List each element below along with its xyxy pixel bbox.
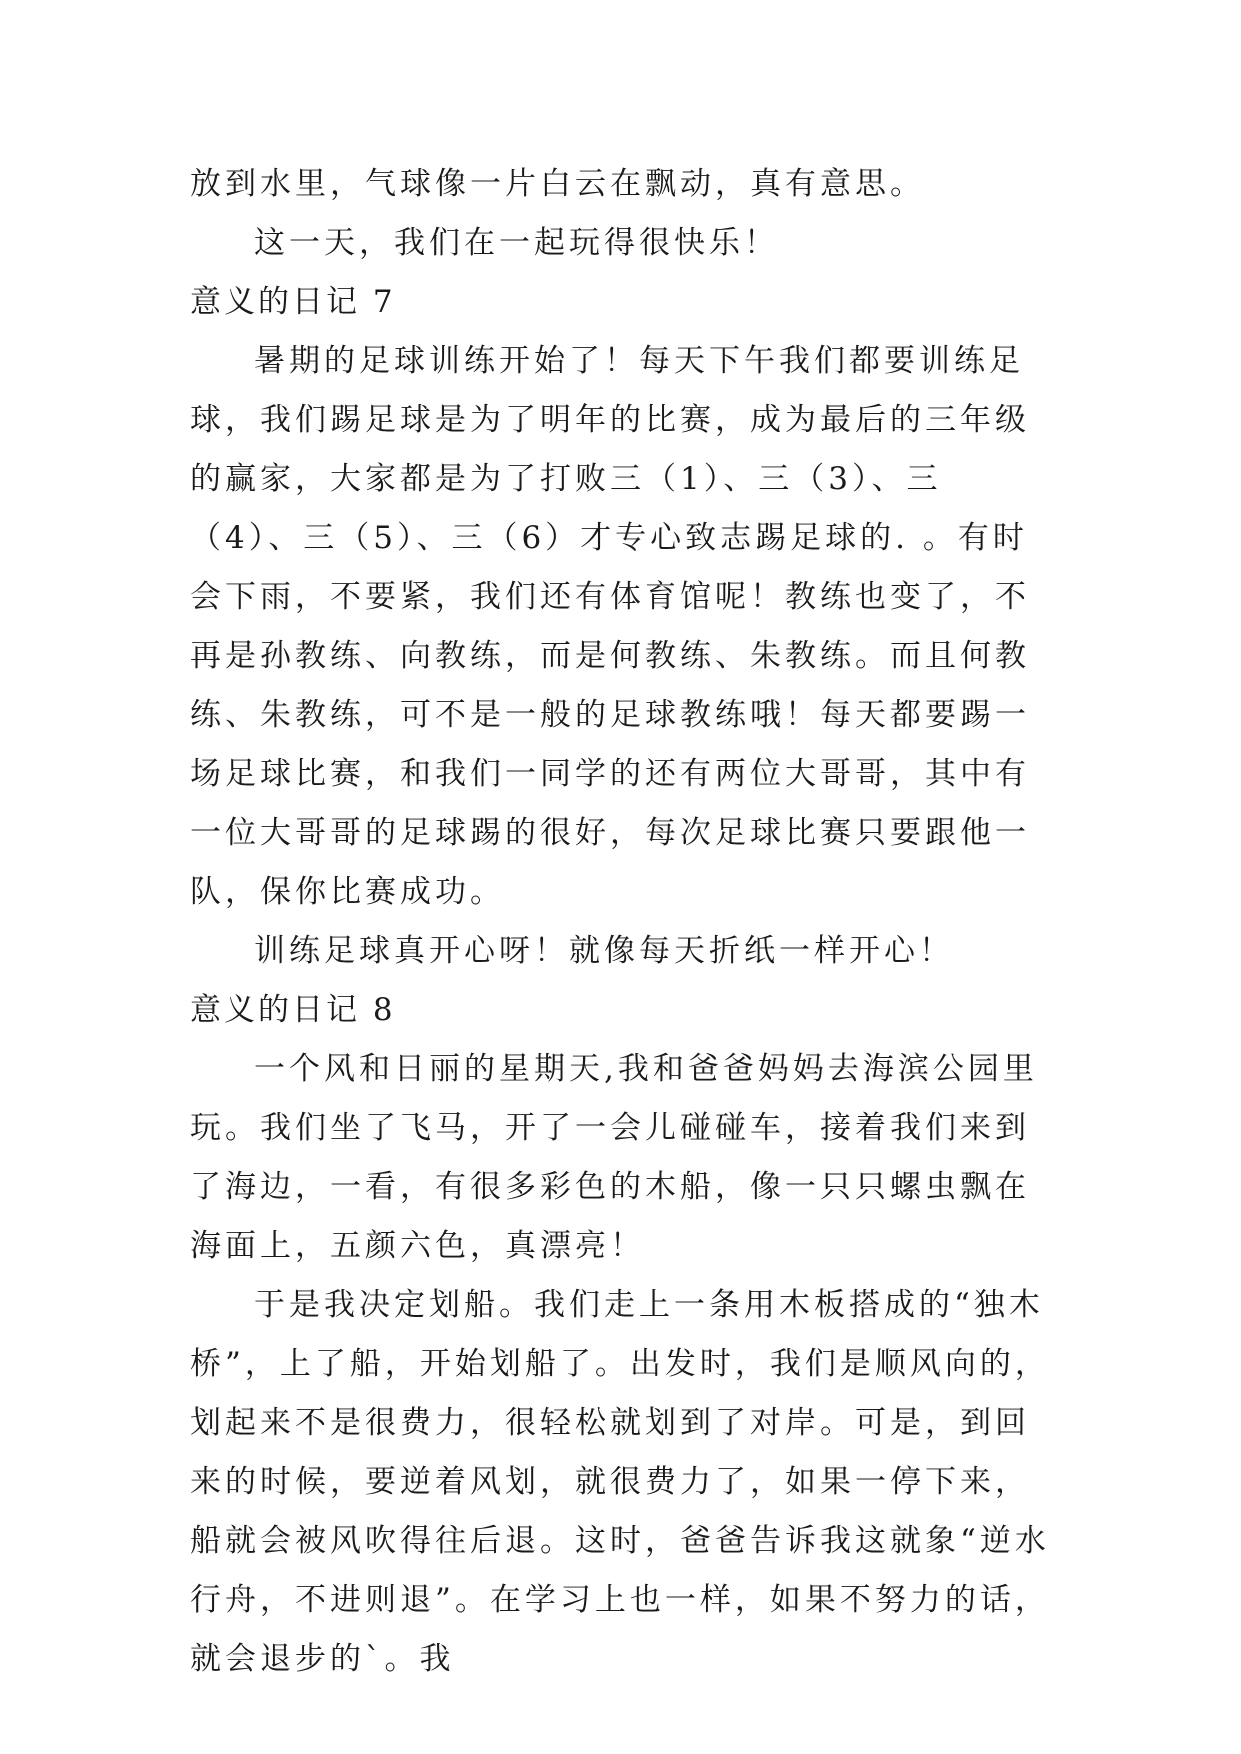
paragraph: 一个风和日丽的星期天,我和爸爸妈妈去海滨公园里玩。我们坐了飞马，开了一会儿碰碰车，接着我们来到了海边，一看，有很多彩色的木船，像一只只螺虫飘在海面上，五颜六色，真漂亮！ xyxy=(190,1051,1038,1264)
paragraph: 放到水里，气球像一片白云在飘动，真有意思。 xyxy=(190,166,925,202)
paragraph: 暑期的足球训练开始了！每天下午我们都要训练足球，我们踢足球是为了明年的比赛，成为最后的三年级的赢家，大家都是为了打败三（1）、三（3）、三（4）、三（5）、三（6）才专心致志踢足球的. 。有时会下雨，不要紧，我们还有体育馆呢！教练也变了，不再是孙教练、向教练，而是何教练、朱教练。而且何教练、朱教练，可不是一般的足球教练哦！每天都要踢一场足球比赛，和我们一同学的还有两位大哥哥，其中有一位大哥哥的足球踢的很好，每次足球比赛只要跟他一队，保你比赛成功。 xyxy=(190,343,1030,910)
paragraph: 训练足球真开心呀！就像每天折纸一样开心！ xyxy=(254,933,954,969)
paragraph: 于是我决定划船。我们走上一条用木板搭成的“独木桥”，上了船，开始划船了。出发时，我们是顺风向的，划起来不是很费力，很轻松就划到了对岸。可是，到回来的时候，要逆着风划，就很费力了，如果一停下来，船就会被风吹得往后退。这时，爸爸告诉我这就象“逆水行舟，不进则退”。在学习上也一样，如果不努力的话，就会退步的`。我 xyxy=(190,1287,1050,1677)
document-body xyxy=(190,155,1050,1689)
section-heading: 意义的日记 8 xyxy=(190,992,396,1028)
paragraph: 这一天，我们在一起玩得很快乐！ xyxy=(254,225,779,261)
section-heading: 意义的日记 7 xyxy=(190,284,396,320)
